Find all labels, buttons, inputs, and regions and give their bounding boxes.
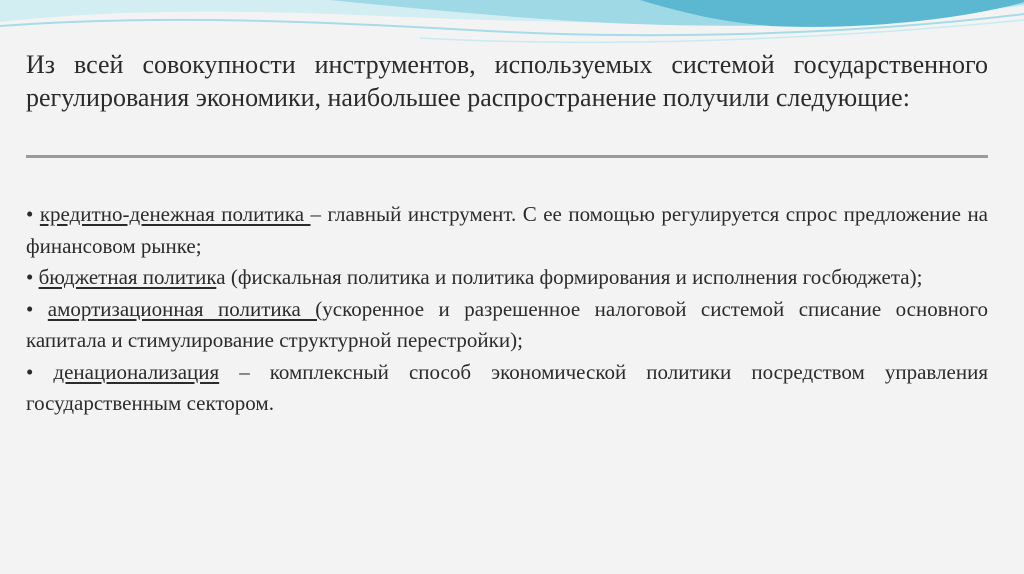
bullet-text: а (фискальная политика и политика формирования и исполнения госбюджета); xyxy=(216,265,923,289)
bullet-term: кредитно-денежная политика xyxy=(39,202,311,226)
bullet-marker: • xyxy=(26,296,34,321)
bullet-text: – главный инструмент. С ее помощью регулируется спрос предложение на финансовом рынке; xyxy=(26,202,989,258)
bullet-term: бюджетная политик xyxy=(38,265,217,289)
bullet-text: ускоренное и разрешенное налоговой системой списание основного капитала и стимулирование структурной перестройки); xyxy=(26,296,988,352)
title-divider xyxy=(26,155,988,158)
bullet-text: – комплексный способ экономической политики посредством управления государственным сектором. xyxy=(26,359,988,415)
bullet-term: амортизационная политика ( xyxy=(47,296,323,321)
bullet-marker: • xyxy=(26,265,34,289)
bullet-item xyxy=(26,199,988,262)
bullet-item xyxy=(26,357,988,420)
slide-title: Из всей совокупности инструментов, используемых системой государственного регулирования экономики, наибольшее распространение получили следующие: xyxy=(26,50,988,112)
bullet-item xyxy=(26,294,988,357)
bullet-marker: • xyxy=(26,202,34,226)
bullet-item xyxy=(26,262,988,294)
bullet-list xyxy=(26,199,988,420)
bullet-marker: • xyxy=(26,359,34,384)
bullet-term: денационализация xyxy=(53,359,220,384)
